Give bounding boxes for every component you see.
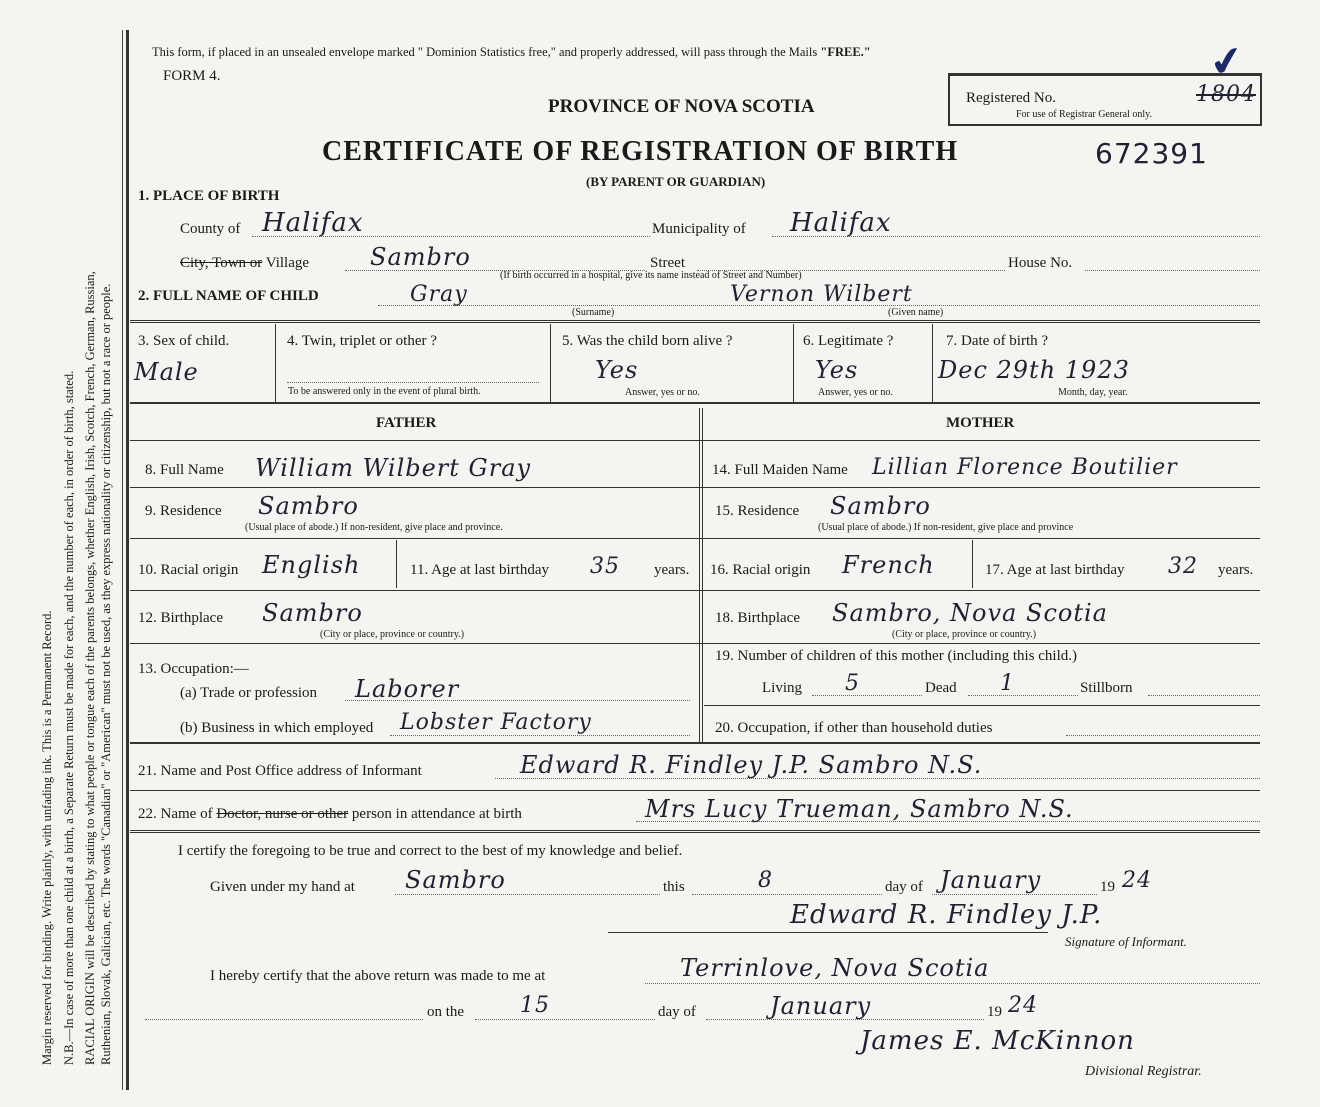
certificate-number: 672391 bbox=[1095, 137, 1208, 170]
registrar-day: 15 bbox=[520, 993, 550, 1018]
father-race: English bbox=[262, 551, 361, 579]
father-age: 35 bbox=[590, 554, 620, 579]
informant-signature: Edward R. Findley J.P. bbox=[790, 900, 1103, 930]
given-name-note: (Given name) bbox=[888, 307, 944, 318]
legitimate-note: Answer, yes or no. bbox=[818, 387, 893, 398]
mother-residence-label: 15. Residence bbox=[715, 503, 800, 519]
registrar-signature: James E. McKinnon bbox=[860, 1026, 1135, 1056]
margin-note-racial-1: RACIAL ORIGIN will be described by stating to what people or tongue each of the parents belongs, whether English, Irish, Scotch, French, German, Russian, bbox=[83, 271, 97, 1065]
father-name-label: 8. Full Name bbox=[145, 462, 224, 478]
margin-rule bbox=[122, 30, 123, 1090]
sex-label: 3. Sex of child. bbox=[138, 333, 230, 349]
living-value: 5 bbox=[845, 671, 860, 696]
given-day: 8 bbox=[758, 868, 773, 893]
hospital-note: (If birth occurred in a hospital, give its name instead of Street and Number) bbox=[500, 270, 802, 281]
mother-age: 32 bbox=[1168, 554, 1198, 579]
father-birthplace-note: (City or place, province or country.) bbox=[320, 629, 465, 640]
informant-value: Edward R. Findley J.P. Sambro N.S. bbox=[520, 751, 983, 779]
alive-note: Answer, yes or no. bbox=[625, 387, 700, 398]
given-month: January bbox=[940, 866, 1042, 894]
surname-note: (Surname) bbox=[572, 307, 615, 318]
house-no-label: House No. bbox=[1008, 255, 1073, 271]
dead-value: 1 bbox=[1000, 671, 1015, 696]
year-prefix: 19 bbox=[1100, 879, 1115, 895]
mother-race: French bbox=[842, 551, 935, 579]
registrar-day-of-label: day of bbox=[658, 1004, 696, 1020]
given-at-place: Sambro bbox=[405, 866, 506, 894]
mother-birthplace-note: (City or place, province or country.) bbox=[892, 629, 1037, 640]
mother-birthplace: Sambro, Nova Scotia bbox=[832, 599, 1108, 627]
margin-rule bbox=[126, 30, 129, 1090]
father-residence-note: (Usual place of abode.) If non-resident, give place and province. bbox=[245, 522, 503, 533]
mother-name: Lillian Florence Boutilier bbox=[872, 455, 1178, 480]
certify-text: I certify the foregoing to be true and correct to the best of my knowledge and belief. bbox=[178, 843, 683, 859]
day-of-label: day of bbox=[885, 879, 923, 895]
father-occupation-label: 13. Occupation:— bbox=[138, 661, 249, 677]
registered-note: For use of Registrar General only. bbox=[1016, 109, 1152, 120]
mail-note: This form, if placed in an unsealed envelope marked " Dominion Statistics free," and properly addressed, will pass through the Mails "FREE." bbox=[152, 45, 871, 59]
given-year: 24 bbox=[1122, 868, 1152, 893]
father-years-label: years. bbox=[654, 562, 690, 578]
dead-label: Dead bbox=[925, 680, 957, 696]
city-value: Sambro bbox=[370, 243, 471, 271]
subtitle: (BY PARENT OR GUARDIAN) bbox=[586, 174, 766, 189]
form-number: FORM 4. bbox=[163, 68, 221, 84]
dob-note: Month, day, year. bbox=[1058, 387, 1128, 398]
twin-note: To be answered only in the event of plural birth. bbox=[288, 386, 481, 397]
legitimate-value: Yes bbox=[815, 356, 859, 384]
informant-signature-label: Signature of Informant. bbox=[1065, 934, 1187, 949]
given-at-label: Given under my hand at bbox=[210, 879, 355, 895]
child-surname: Gray bbox=[410, 282, 468, 307]
father-residence-label: 9. Residence bbox=[145, 503, 222, 519]
mother-occupation-label: 20. Occupation, if other than household duties bbox=[715, 720, 993, 736]
mother-heading: MOTHER bbox=[946, 415, 1015, 431]
father-residence: Sambro bbox=[258, 492, 359, 520]
municipality-label: Municipality of bbox=[652, 221, 746, 237]
mother-name-label: 14. Full Maiden Name bbox=[712, 462, 848, 478]
living-label: Living bbox=[762, 680, 802, 696]
registrar-year-prefix: 19 bbox=[987, 1004, 1002, 1020]
registrar-text: I hereby certify that the above return was made to me at bbox=[210, 968, 546, 984]
checkmark-icon: ✔ bbox=[1206, 36, 1248, 87]
trade-value: Laborer bbox=[355, 675, 460, 703]
mother-birthplace-label: 18. Birthplace bbox=[715, 610, 800, 626]
registrar-signature-label: Divisional Registrar. bbox=[1085, 1064, 1202, 1079]
registrar-year: 24 bbox=[1008, 993, 1038, 1018]
municipality-value: Halifax bbox=[790, 208, 892, 238]
business-label: (b) Business in which employed bbox=[180, 720, 374, 736]
province-title: PROVINCE OF NOVA SCOTIA bbox=[548, 96, 815, 117]
city-label: City, Town or Village bbox=[180, 255, 310, 271]
trade-label: (a) Trade or profession bbox=[180, 685, 318, 701]
mother-residence: Sambro bbox=[830, 492, 931, 520]
dob-value: Dec 29th 1923 bbox=[938, 356, 1130, 384]
child-name-label: 2. FULL NAME OF CHILD bbox=[138, 288, 319, 304]
on-the-label: on the bbox=[427, 1004, 465, 1020]
alive-value: Yes bbox=[595, 356, 639, 384]
margin-note-binding: Margin reserved for binding. Write plainly, with unfading ink. This is a Permanent Record. bbox=[40, 610, 54, 1065]
place-of-birth-label: 1. PLACE OF BIRTH bbox=[138, 188, 280, 204]
father-birthplace: Sambro bbox=[262, 599, 363, 627]
father-heading: FATHER bbox=[376, 415, 437, 431]
child-given-name: Vernon Wilbert bbox=[730, 282, 913, 307]
county-value: Halifax bbox=[262, 208, 364, 238]
margin-note-nb: N.B.—In case of more than one child at a birth, a Separate Return must be made for each, and the number of each, in order of birth, stated. bbox=[62, 370, 76, 1065]
father-name: William Wilbert Gray bbox=[255, 454, 532, 482]
business-value: Lobster Factory bbox=[400, 710, 592, 735]
county-label: County of bbox=[180, 221, 241, 237]
registrar-month: January bbox=[770, 992, 872, 1020]
mother-residence-note: (Usual place of abode.) If non-resident, give place and province bbox=[818, 522, 1074, 533]
twin-label: 4. Twin, triplet or other ? bbox=[287, 333, 437, 349]
registered-value: 1804 bbox=[1196, 82, 1256, 107]
mother-age-label: 17. Age at last birthday bbox=[985, 562, 1125, 578]
father-birthplace-label: 12. Birthplace bbox=[138, 610, 223, 626]
certificate-title: CERTIFICATE OF REGISTRATION OF BIRTH bbox=[322, 136, 959, 167]
registrar-place: Terrinlove, Nova Scotia bbox=[680, 954, 990, 982]
attendant-value: Mrs Lucy Trueman, Sambro N.S. bbox=[645, 795, 1074, 823]
informant-label: 21. Name and Post Office address of Informant bbox=[138, 763, 422, 779]
registered-label: Registered No. bbox=[966, 90, 1056, 106]
this-label: this bbox=[663, 879, 685, 895]
attendant-label: 22. Name of Doctor, nurse or other person in attendance at birth bbox=[138, 806, 522, 822]
street-label: Street bbox=[650, 255, 685, 271]
margin-note-racial-2: Ruthenian, Slovak, Galician, etc. The words "Canadian" or "American" must not be used, as they express nationality or citizenship, but not a race or people. bbox=[99, 283, 113, 1065]
mother-race-label: 16. Racial origin bbox=[710, 562, 811, 578]
mother-years-label: years. bbox=[1218, 562, 1254, 578]
stillborn-label: Stillborn bbox=[1080, 680, 1133, 696]
legitimate-label: 6. Legitimate ? bbox=[803, 333, 894, 349]
sex-value: Male bbox=[134, 358, 199, 386]
father-race-label: 10. Racial origin bbox=[138, 562, 239, 578]
children-label: 19. Number of children of this mother (including this child.) bbox=[715, 648, 1078, 664]
alive-label: 5. Was the child born alive ? bbox=[562, 333, 733, 349]
dob-label: 7. Date of birth ? bbox=[946, 333, 1049, 349]
father-age-label: 11. Age at last birthday bbox=[410, 562, 549, 578]
